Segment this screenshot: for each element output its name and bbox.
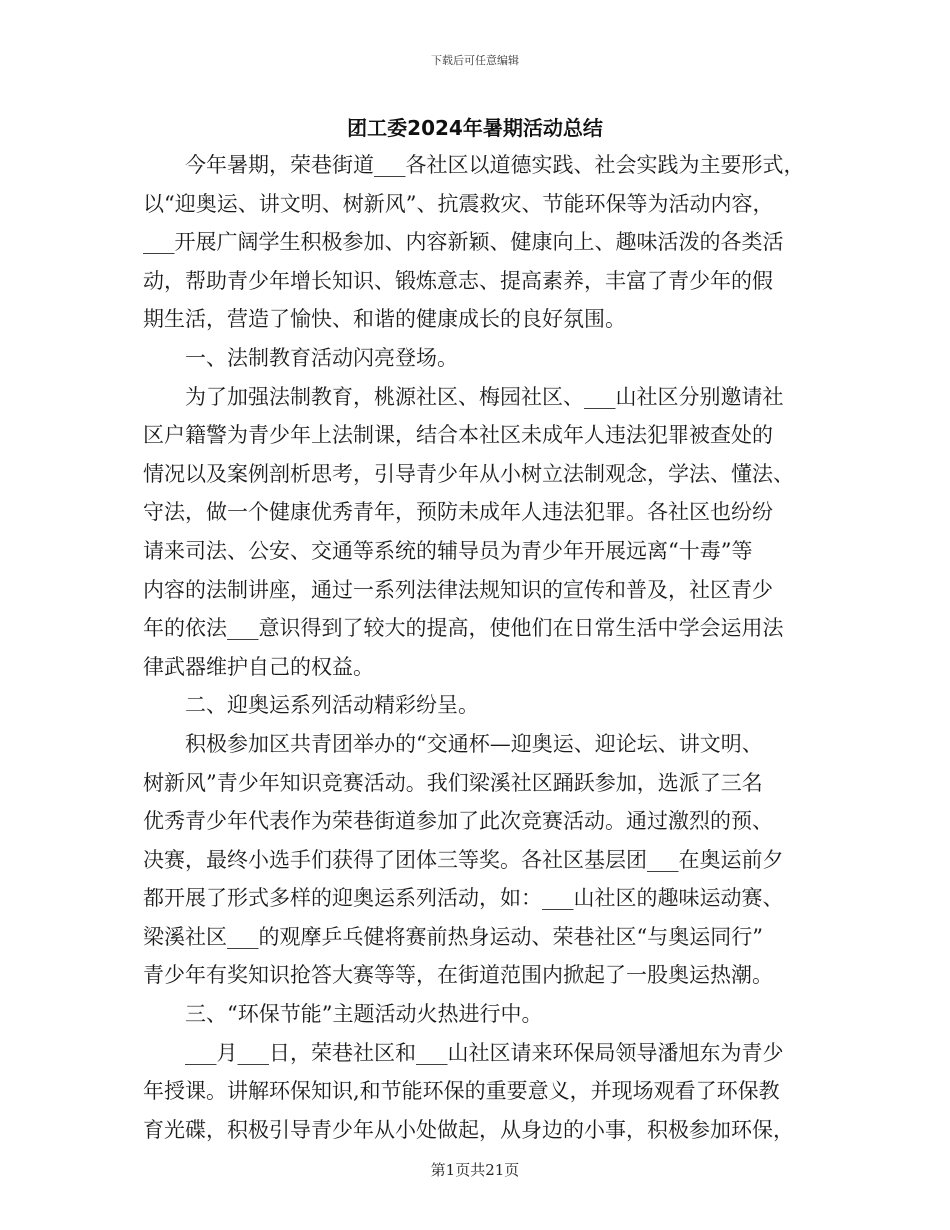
- document-title: 团工委2024年暑期活动总结: [347, 116, 603, 140]
- text-line: 动，帮助青少年增长知识、锻炼意志、提高素养，丰富了青少年的假: [143, 268, 773, 293]
- text-line: 梁溪社区___的观摩乒乓健将赛前热身运动、荣巷社区“与奥运同行”: [143, 924, 763, 949]
- text-line: 优秀青少年代表作为荣巷街道参加了此次竞赛活动。通过激烈的预、: [143, 809, 773, 834]
- text-line: 内容的法制讲座，通过一系列法律法规知识的宣传和普及，社区青少: [143, 577, 773, 602]
- text-line: 为了加强法制教育，桃源社区、梅园社区、___山社区分别邀请社: [143, 384, 784, 409]
- section-heading: 二、迎奥运系列活动精彩纷呈。: [143, 693, 479, 718]
- page-number-footer: 第1页共21页: [430, 1161, 520, 1179]
- text-line: 积极参加区共青团举办的“交通杯—迎奥运、迎论坛、讲文明、: [143, 731, 763, 756]
- text-line: ___月___日，荣巷社区和___山社区请来环保局领导潘旭东为青少: [143, 1040, 784, 1065]
- text-line: 守法，做一个健康优秀青年，预防未成年人违法犯罪。各社区也纷纷: [143, 500, 773, 525]
- text-line: 情况以及案例剖析思考，引导青少年从小树立法制观念，学法、懂法、: [143, 461, 794, 486]
- text-line: 区户籍警为青少年上法制课，结合本社区未成年人违法犯罪被查处的: [143, 423, 773, 448]
- section-heading: 三、“环保节能”主题活动火热进行中。: [143, 1002, 543, 1027]
- text-line: 育光碟，积极引导青少年从小处做起，从身边的小事，积极参加环保，: [143, 1117, 794, 1142]
- section-heading: 一、法制教育活动闪亮登场。: [143, 345, 458, 370]
- text-line: 以“迎奥运、讲文明、树新风”、抗震救灾、节能环保等为活动内容，: [143, 191, 774, 216]
- text-line: 都开展了形式多样的迎奥运系列活动，如：___山社区的趣味运动赛、: [143, 886, 784, 911]
- text-line: 年授课。讲解环保知识,和节能环保的重要意义，并现场观看了环保教: [143, 1079, 780, 1104]
- text-line: 期生活，营造了愉快、和谐的健康成长的良好氛围。: [143, 307, 626, 332]
- document-body: [143, 146, 810, 1149]
- text-line: 决赛，最终小选手们获得了团体三等奖。各社区基层团___在奥运前夕: [143, 847, 784, 872]
- text-line: 请来司法、公安、交通等系统的辅导员为青少年开展远离“十毒”等: [143, 538, 753, 563]
- text-line: ___开展广阔学生积极参加、内容新颖、健康向上、趣味活泼的各类活: [143, 230, 784, 255]
- text-line: 青少年有奖知识抢答大赛等等，在街道范围内掀起了一股奥运热潮。: [143, 963, 773, 988]
- text-line: 律武器维护自己的权益。: [143, 654, 374, 679]
- header-note: 下载后可任意编辑: [431, 54, 519, 67]
- text-line: 年的依法___意识得到了较大的提高，使他们在日常生活中学会运用法: [143, 616, 784, 641]
- text-line: 今年暑期，荣巷街道___各社区以道德实践、社会实践为主要形式，: [143, 153, 805, 177]
- text-line: 树新风”青少年知识竞赛活动。我们梁溪社区踊跃参加，选派了三名: [143, 770, 763, 795]
